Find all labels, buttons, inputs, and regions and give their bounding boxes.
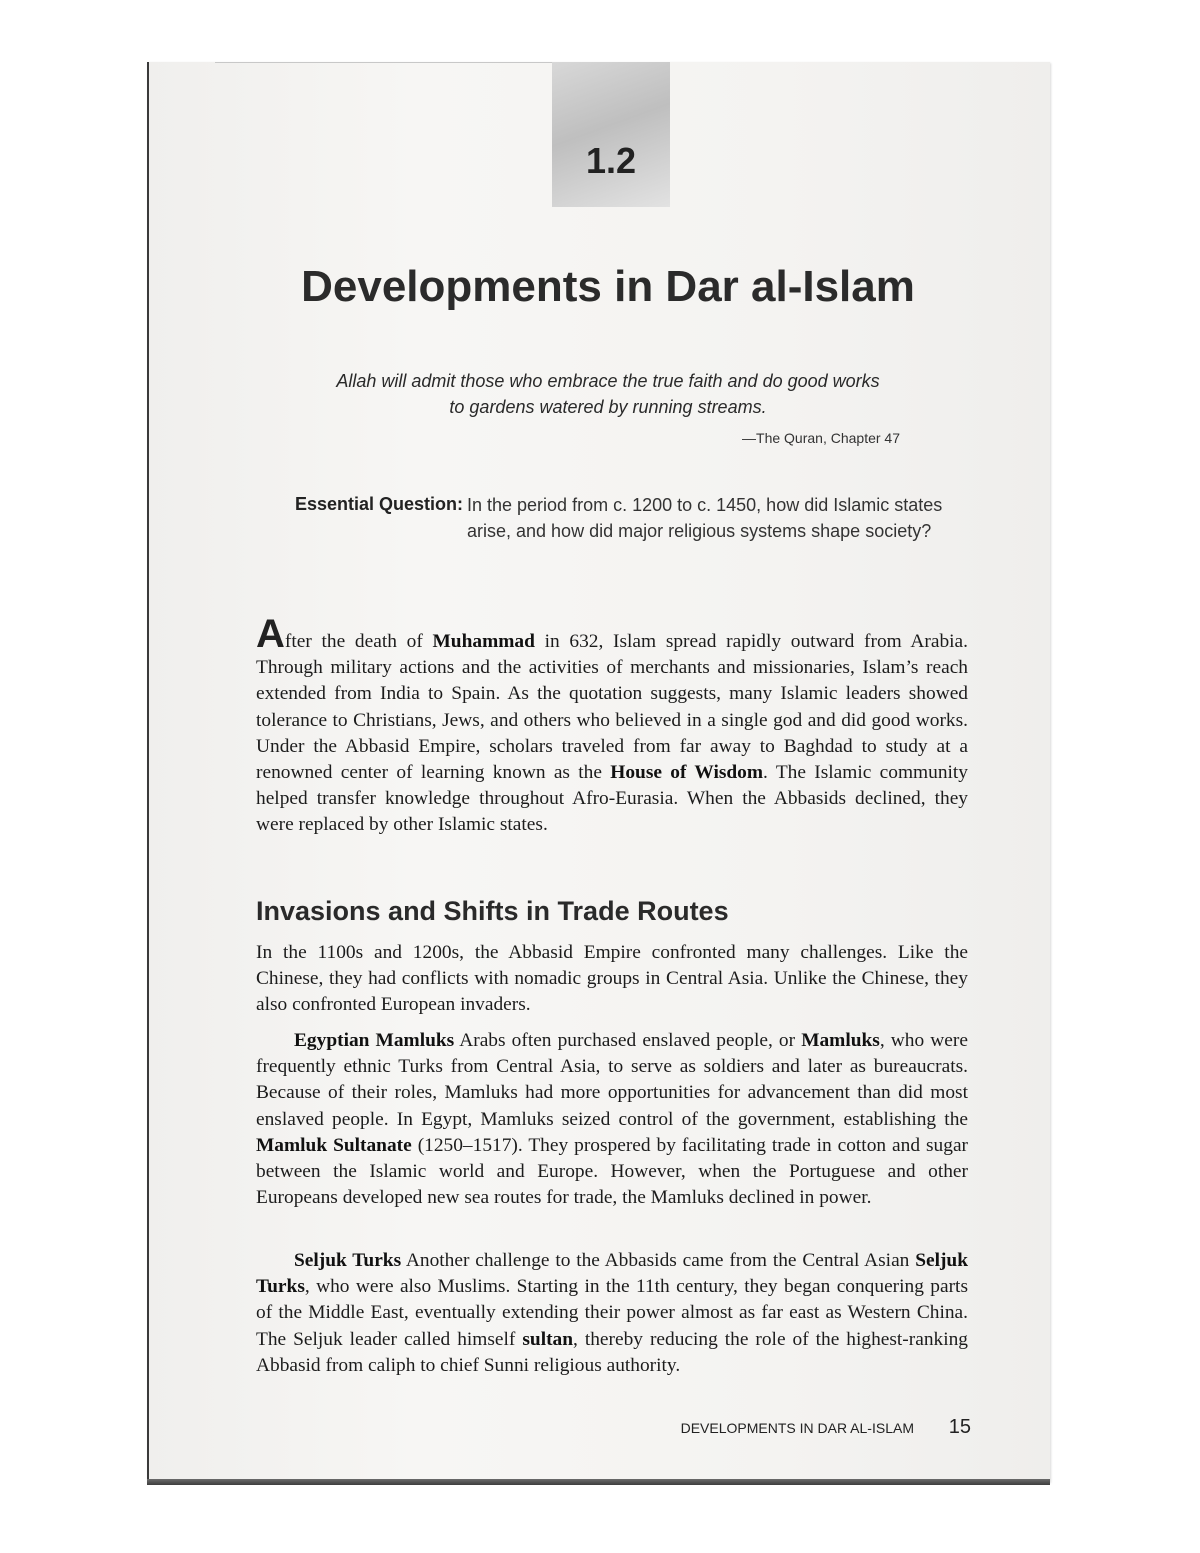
epigraph-line-2: to gardens watered by running streams. [449,397,767,417]
essential-question-text: In the period from c. 1200 to c. 1450, how did Islamic states arise, and how did major religious systems shape society? [467,495,943,541]
seljuk-text-1: Another challenge to the Abbasids came from the Central Asian [401,1250,916,1271]
page-left-edge [147,62,149,1482]
seljuk-paragraph [256,1248,968,1379]
mamluk-text-2: , who were frequently ethnic Turks from Central Asia, to serve as soldiers and later as bureaucrats. Because of their roles, Mamluks had more opportunities for advancement than did most enslaved people. In Egypt, Mamluks seized control of the government, establishing the [256,1030,968,1130]
seljuk-text-3: , thereby reducing the role of the highest-ranking Abbasid from caliph to chief Sunni religious authority. [256,1328,968,1376]
page-bottom-edge [147,1479,1050,1485]
trade-paragraph: In the 1100s and 1200s, the Abbasid Empire confronted many challenges. Like the Chinese, they had conflicts with nomadic groups in Central Asia. Unlike the Chinese, they also confronted European invaders. [256,942,968,1016]
page-top-edge [215,62,555,63]
seljuk-text-2: , who were also Muslims. Starting in the 11th century, they began conquering parts of the Middle East, eventually extending their power almost as far east as Western China. The Seljuk leader called himself [256,1276,968,1350]
epigraph-attribution: —The Quran, Chapter 47 [742,430,900,446]
mamluk-text-3: (1250–1517). They prospered by facilitating trade in cotton and sugar between the Islamic world and Europe. However, when the Portuguese and other Europeans developed new sea routes for trade, the Mamluks declined in power. [256,1134,969,1209]
mamluk-text-1: Arabs often purchased enslaved people, or [454,1030,802,1051]
page-title: Developments in Dar al-Islam [301,262,915,311]
chapter-number-banner [552,62,670,207]
term-sultan: sultan [522,1328,574,1350]
essential-question-label: Essential Question: [294,494,463,514]
subhead-seljuk-turks: Seljuk Turks [294,1250,402,1271]
page-number: 15 [948,1416,971,1438]
intro-text-3: . The Islamic community helped transfer knowledge throughout Afro-Eurasia. When the Abbasids declined, they were replaced by other Islamic states. [256,762,968,836]
intro-text-2: in 632, Islam spread rapidly outward from Arabia. Through military actions and the activities of merchants and missionaries, Islam’s reach extended from India to Spain. As the quotation suggests, many Islamic leaders showed tolerance to Christians, Jews, and others who believed in a single god and did good works. Under the Abbasid Empire, scholars traveled from far away to Baghdad to study at a renowned center of learning known as the [256,631,968,784]
epigraph-line-1: Allah will admit those who embrace the true faith and do good works [336,371,880,391]
epigraph-quote [250,368,966,420]
intro-text-1: fter the death of [284,631,433,652]
term-house-of-wisdom: House of Wisdom [610,762,764,784]
term-mamluk-sultanate: Mamluk Sultanate [256,1134,412,1156]
mamluk-paragraph [256,1028,968,1211]
term-muhammad: Muhammad [432,631,535,652]
intro-paragraph [256,612,968,839]
term-seljuk-turks: Seljuk Turks [256,1250,968,1298]
running-footer-title: DEVELOPMENTS IN DAR AL-ISLAM [680,1420,914,1436]
section-number: 1.2 [585,140,637,181]
drop-cap: A [256,612,285,656]
term-mamluks: Mamluks [801,1030,880,1051]
section-heading: Invasions and Shifts in Trade Routes [256,896,729,926]
subhead-egyptian-mamluks: Egyptian Mamluks [294,1030,455,1051]
